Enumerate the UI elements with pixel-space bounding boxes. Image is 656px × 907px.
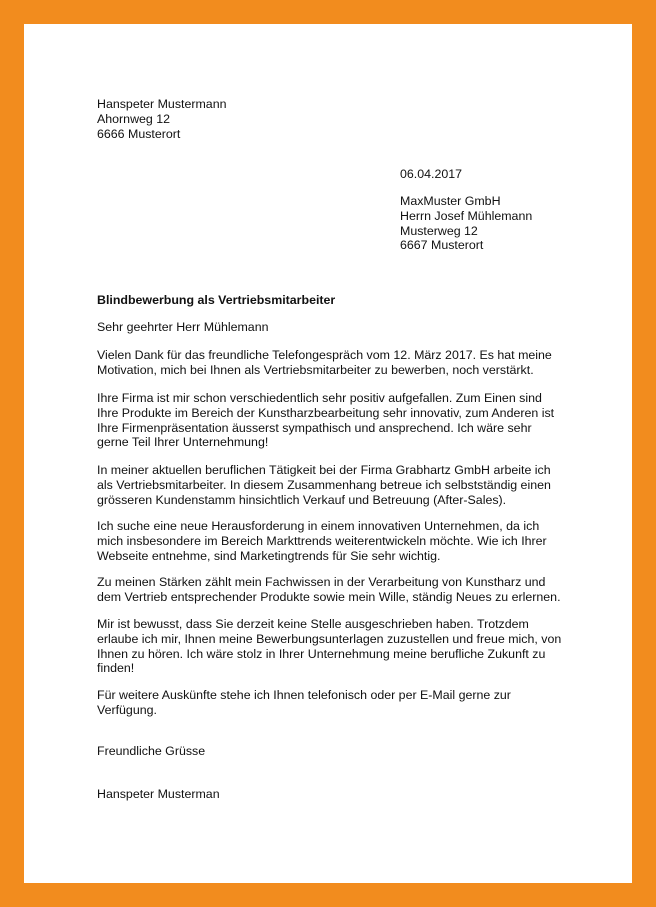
signature-name: Hanspeter Musterman: [97, 787, 220, 801]
paragraph-6: [97, 617, 577, 676]
recipient-city: 6667 Musterort: [400, 238, 484, 253]
recipient-address: [400, 194, 532, 253]
sender-street: Ahornweg 12: [97, 111, 171, 126]
paragraph-line: Ihre Produkte im Bereich der Kunstharzbearbeitung sehr innovativ, zum Anderen ist: [97, 405, 555, 420]
salutation: Sehr geehrter Herr Mühlemann: [97, 320, 269, 334]
letter-date-block: [400, 167, 462, 182]
paragraph-line: Für weitere Auskünfte stehe ich Ihnen telefonisch oder per E-Mail gerne zur: [97, 688, 511, 702]
paragraph-1: [97, 348, 577, 378]
paragraph-line: Vielen Dank für das freundliche Telefongespräch vom 12. März 2017. Es hat meine: [97, 348, 552, 362]
recipient-company: MaxMuster GmbH: [400, 194, 501, 208]
sender-address: [97, 97, 577, 141]
paragraph-line: Mir ist bewusst, dass Sie derzeit keine Stelle ausgeschrieben haben. Trotzdem: [97, 617, 529, 631]
recipient-street: Musterweg 12: [400, 223, 478, 238]
closing: Freundliche Grüsse: [97, 744, 206, 758]
paragraph-line: Verfügung.: [97, 702, 157, 717]
paragraph-line: Zu meinen Stärken zählt mein Fachwissen in der Verarbeitung von Kunstharz und: [97, 575, 546, 589]
signature-block: [97, 787, 577, 802]
paragraph-line: als Vertriebsmitarbeiter. In diesem Zusammenhang betreue ich selbstständig einen: [97, 477, 551, 492]
letter-subject-block: [97, 293, 577, 308]
sender-city: 6666 Musterort: [97, 126, 181, 141]
letter-date: 06.04.2017: [400, 167, 463, 181]
paragraph-2: [97, 391, 577, 450]
paragraph-7: [97, 688, 577, 718]
paragraph-line: In meiner aktuellen beruflichen Tätigkeit bei der Firma Grabhartz GmbH arbeite ich: [97, 463, 551, 477]
paragraph-line: Ihre Firma ist mir schon verschiedentlich sehr positiv aufgefallen. Zum Einen sind: [97, 391, 542, 405]
paragraph-5: [97, 575, 577, 605]
paragraph-line: Ihnen zu hören. Ich wäre stolz in Ihrer Unternehmung meine berufliche Zukunft zu: [97, 646, 546, 661]
recipient-person: Herrn Josef Mühlemann: [400, 208, 533, 223]
salutation-block: [97, 320, 577, 335]
paragraph-line: Ihre Firmenpräsentation äusserst sympathisch und ansprechend. Ich wäre sehr: [97, 420, 532, 435]
paragraph-line: Webseite entnehme, sind Marketingtrends für Sie sehr wichtig.: [97, 548, 441, 563]
paragraph-line: Ich suche eine neue Herausforderung in einem innovativen Unternehmen, da ich: [97, 519, 540, 533]
letter-page: [24, 24, 632, 883]
paragraph-line: dem Vertrieb entsprechender Produkte sowie mein Wille, ständig Neues zu erlernen.: [97, 589, 561, 604]
paragraph-line: grösseren Kundenstamm hinsichtlich Verkauf und Betreuung (After-Sales).: [97, 492, 507, 507]
sender-name: Hanspeter Mustermann: [97, 97, 227, 111]
paragraph-line: mich insbesondere im Bereich Markttrends weiterentwickeln möchte. Wie ich Ihrer: [97, 533, 547, 548]
paragraph-line: Motivation, mich bei Ihnen als Vertriebsmitarbeiter zu bewerben, noch verstärkt.: [97, 362, 534, 377]
paragraph-line: gerne Teil Ihrer Unternehmung!: [97, 435, 269, 450]
letter-subject: Blindbewerbung als Vertriebsmitarbeiter: [97, 293, 336, 307]
paragraph-line: erlaube ich mir, Ihnen meine Bewerbungsunterlagen zuzustellen und freue mich, von: [97, 631, 562, 646]
closing-block: [97, 744, 577, 759]
paragraph-4: [97, 519, 577, 563]
paragraph-3: [97, 463, 577, 507]
paragraph-line: finden!: [97, 661, 135, 676]
